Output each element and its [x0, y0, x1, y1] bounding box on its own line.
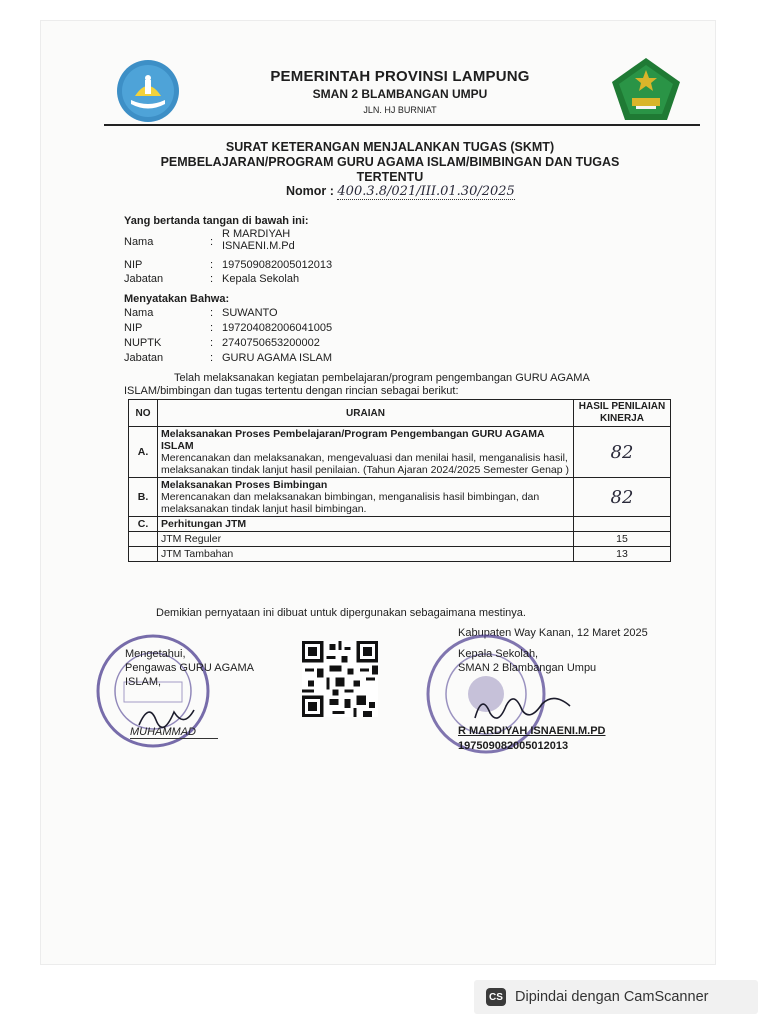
- row-score: 82: [574, 478, 671, 517]
- principal-signature: [470, 688, 580, 728]
- row-value: 15: [574, 532, 671, 547]
- paragraph-line-2: ISLAM/bimbingan dan tugas tertentu dengan rincian sebagai berikut:: [124, 385, 459, 397]
- supervisor-line-3: ISLAM,: [125, 676, 162, 688]
- camscanner-watermark: [474, 980, 758, 1014]
- place-date: Kabupaten Way Kanan, 12 Maret 2025: [458, 627, 648, 639]
- row-uraian: [158, 478, 574, 517]
- title-line-2: PEMBELAJARAN/PROGRAM GURU AGAMA ISLAM/BIMBINGAN DAN TUGAS: [160, 155, 620, 169]
- table-row: [129, 517, 671, 532]
- field-value: 2740750653200002: [222, 337, 320, 349]
- title-line-3: TERTENTU: [356, 170, 424, 184]
- row-heading: Melaksanakan Proses Bimbingan: [161, 479, 328, 491]
- supervisor-line-2: Pengawas GURU AGAMA: [125, 662, 254, 674]
- field-value: R MARDIYAH ISNAENI.M.Pd: [222, 228, 295, 252]
- closing-statement: Demikian pernyataan ini dibuat untuk dipergunakan sebagaimana mestinya.: [156, 607, 526, 619]
- field-colon: :: [210, 259, 214, 271]
- row-heading: Perhitungan JTM: [161, 518, 247, 530]
- camscanner-text: Dipindai dengan CamScanner: [515, 989, 709, 1005]
- document-number: [286, 184, 515, 199]
- nomor-label: Nomor :: [286, 184, 334, 198]
- row-label: JTM Tambahan: [158, 547, 574, 562]
- principal-block: [458, 647, 596, 675]
- field-colon: :: [210, 337, 214, 349]
- tut-wuri-handayani-logo: [115, 58, 181, 124]
- field-label: Jabatan: [124, 273, 164, 285]
- table-row: [129, 427, 671, 478]
- subject-nip-row: [124, 322, 422, 334]
- row-uraian: [158, 517, 574, 532]
- table-row: [129, 478, 671, 517]
- field-value: 197509082005012013: [222, 259, 333, 271]
- letterhead-address: JLN. HJ BURNIAT: [363, 105, 437, 115]
- signer-jabatan-row: [124, 273, 422, 285]
- title-line-1: SURAT KETERANGAN MENJALANKAN TUGAS (SKMT): [225, 140, 555, 154]
- letterhead-divider: [104, 124, 700, 126]
- field-value: 197204082006041005: [222, 322, 333, 334]
- row-no: C.: [129, 517, 158, 532]
- subject-intro: Menyatakan Bahwa:: [124, 293, 230, 305]
- row-description: Merencanakan dan melaksanakan bimbingan, menganalisis hasil bimbingan, dan melaksanakan tindak lanjut hasil bimbingan.: [161, 491, 540, 515]
- header-no: NO: [129, 400, 158, 427]
- activity-table: [128, 399, 671, 562]
- row-label: JTM Reguler: [158, 532, 574, 547]
- field-colon: :: [210, 322, 214, 334]
- subject-nuptk-row: [124, 337, 422, 349]
- table-row: [129, 547, 671, 562]
- signer-name-row: [124, 228, 332, 252]
- signer-nip-row: [124, 259, 422, 271]
- field-colon: :: [210, 307, 214, 319]
- qr-code: [302, 641, 378, 717]
- field-label: NIP: [124, 259, 143, 271]
- row-heading: Melaksanakan Proses Pembelajaran/Program Pengembangan GURU AGAMA ISLAM: [161, 428, 545, 452]
- supervisor-block: [125, 647, 254, 689]
- field-value: SUWANTO: [222, 307, 278, 319]
- row-score: 82: [574, 427, 671, 478]
- camscanner-icon: CS: [486, 988, 506, 1006]
- row-no: A.: [129, 427, 158, 478]
- letterhead-province: PEMERINTAH PROVINSI LAMPUNG: [270, 68, 530, 85]
- field-value: GURU AGAMA ISLAM: [222, 352, 333, 364]
- header-hasil: HASIL PENILAIAN KINERJA: [574, 400, 671, 427]
- field-label: NUPTK: [124, 337, 162, 349]
- subject-jabatan-row: [124, 352, 422, 364]
- field-label: NIP: [124, 322, 143, 334]
- field-label: Jabatan: [124, 352, 164, 364]
- letterhead: [200, 68, 600, 115]
- table-header-row: [129, 400, 671, 427]
- field-colon: :: [210, 352, 214, 364]
- field-label: Nama: [124, 307, 154, 319]
- row-no-empty: [129, 532, 158, 547]
- row-description: Merencanakan dan melaksanakan, mengevaluasi dan menilai hasil, menganalisis hasil, melaksanakan tindak lanjut hasil penilaian. (Tahun Ajaran 2024/2025 Semester Genap ): [161, 452, 570, 476]
- principal-name: R MARDIYAH ISNAENI.M.PD: [458, 725, 606, 737]
- principal-role-2: SMAN 2 Blambangan Umpu: [458, 662, 597, 674]
- field-colon: :: [210, 273, 214, 285]
- header-uraian: URAIAN: [158, 400, 574, 427]
- field-label: Nama: [124, 236, 154, 248]
- field-colon: :: [210, 236, 214, 248]
- table-row: [129, 532, 671, 547]
- subject-name-row: [124, 307, 422, 319]
- document-title: [120, 140, 660, 185]
- kemenag-logo: [610, 56, 682, 122]
- principal-nip: 197509082005012013: [458, 740, 569, 752]
- row-score-empty: [574, 517, 671, 532]
- paragraph-line-1: Telah melaksanakan kegiatan pembelajaran/program pengembangan GURU AGAMA: [174, 372, 590, 384]
- statement-paragraph: [124, 372, 624, 398]
- signer-intro: Yang bertanda tangan di bawah ini:: [124, 215, 309, 227]
- principal-role-1: Kepala Sekolah,: [458, 648, 539, 660]
- nomor-value: 400.3.8/021/III.01.30/2025: [337, 184, 515, 199]
- supervisor-name: MUHAMMAD: [130, 726, 218, 739]
- row-no: B.: [129, 478, 158, 517]
- letterhead-school: SMAN 2 BLAMBANGAN UMPU: [312, 87, 488, 101]
- row-uraian: [158, 427, 574, 478]
- field-value: Kepala Sekolah: [222, 273, 300, 285]
- supervisor-line-1: Mengetahui,: [125, 648, 186, 660]
- row-no-empty: [129, 547, 158, 562]
- row-value: 13: [574, 547, 671, 562]
